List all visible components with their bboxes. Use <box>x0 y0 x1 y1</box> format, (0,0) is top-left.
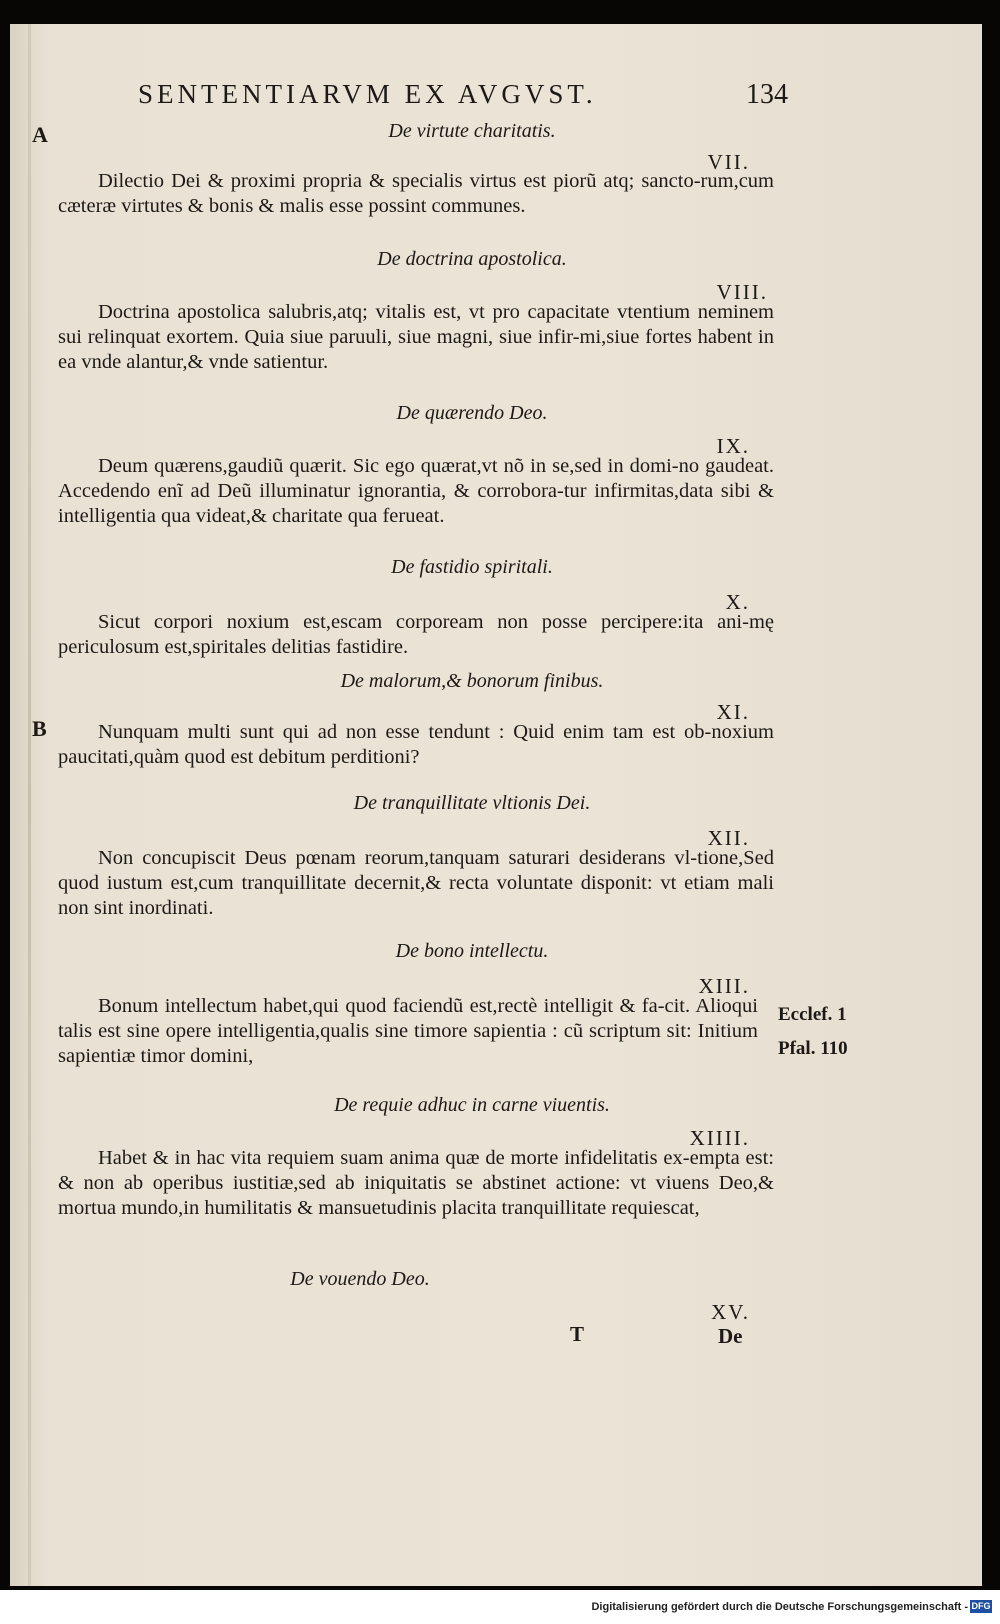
section-heading: De tranquillitate vltionis Dei. <box>353 792 591 814</box>
section-numeral: IX. <box>716 434 750 458</box>
digitization-credit: Digitalisierung gefördert durch die Deutsche Forschungsgemeinschaft - <box>591 1601 968 1613</box>
section-numeral: XI. <box>716 700 750 724</box>
paragraph: Dilectio Dei & proximi propria & specialis virtus est piorũ atq; sancto-rum,cum cæteræ virtutes & bonis & malis esse possint communes. <box>58 170 774 217</box>
footer-bar <box>0 1590 1000 1624</box>
section-marker-b: B <box>32 716 47 741</box>
section-heading: De malorum,& bonorum finibus. <box>340 670 604 692</box>
section-heading: De vouendo Deo. <box>290 1268 430 1290</box>
section-heading: De doctrina apostolica. <box>377 248 567 270</box>
section-numeral: VII. <box>707 150 750 174</box>
gutter-shadow <box>28 24 31 1586</box>
section-text <box>58 846 774 921</box>
section-text <box>58 994 758 1069</box>
section-heading: De quærendo Deo. <box>396 402 548 424</box>
paragraph: Doctrina apostolica salubris,atq; vitalis est, vt pro capacitate vtentium neminem sui relinquat exortem. Quia siue paruuli, siue magni, siue infir-mi,siue fortes habent in ea vnde alantur,& vnde satientur. <box>58 301 774 373</box>
section-numeral: XII. <box>707 826 750 850</box>
section-heading: De fastidio spiritali. <box>391 556 553 578</box>
paragraph: Nunquam multi sunt qui ad non esse tendunt : Quid enim tam est ob-noxium paucitati,quàm quod est debitum perditioni? <box>58 721 774 768</box>
book-page <box>10 24 982 1586</box>
paragraph: Bonum intellectum habet,qui quod faciendũ est,rectè intelligit & fa-cit. Alioqui talis est sine opere intelligentia,qualis sine timore sapientia : cũ scriptum sit: Initium sapientiæ timor domini, <box>58 995 758 1067</box>
section-text <box>58 720 774 770</box>
section-heading: De bono intellectu. <box>395 940 549 962</box>
section-numeral: VIII. <box>716 280 768 304</box>
section-numeral: XIII. <box>698 974 750 998</box>
section-text <box>58 454 774 529</box>
paragraph: Sicut corpori noxium est,escam corpoream non posse percipere:ita ani-mę periculosum est,spiritales delitias fastidire. <box>58 611 774 658</box>
paragraph: Habet & in hac vita requiem suam anima quæ de morte infidelitatis ex-empta est: & non ab operibus iustitiæ,sed ab iniquitatis se abstinet actione: vt viuens Deo,& mortua mundo,in humilitatis & mansuetudinis placita tranquillitate requiescat, <box>58 1147 774 1219</box>
paragraph: Deum quærens,gaudiũ quærit. Sic ego quærat,vt nõ in se,sed in domi-no gaudeat. Accedendo enĩ ad Deũ illuminatur ignorantia, & corrobora-tur infirmitas,data sibi & intelligentia qua videat,& charitate qua ferueat. <box>58 455 774 527</box>
signature-mark: T <box>570 1322 585 1346</box>
margin-reference: Ecclef. 1 <box>778 1004 847 1025</box>
section-numeral: X. <box>725 590 750 614</box>
running-head: SENTENTIARVM EX AVGVST. <box>138 79 597 109</box>
catchword: De <box>718 1324 743 1348</box>
section-marker-a: A <box>32 122 48 147</box>
section-heading: De virtute charitatis. <box>388 120 556 142</box>
section-text <box>58 300 774 375</box>
section-heading: De requie adhuc in carne viuentis. <box>334 1094 610 1116</box>
page-number: 134 <box>746 79 788 110</box>
paragraph: Non concupiscit Deus pœnam reorum,tanquam saturari desiderans vl-tione,Sed quod iustum est,cum tranquillitate decernit,& recta voluntate disponit: vt etiam mali non sint inordinati. <box>58 847 774 919</box>
section-text <box>58 1146 774 1221</box>
section-numeral: XV. <box>711 1300 750 1324</box>
section-numeral: XIIII. <box>689 1126 750 1150</box>
section-text <box>58 169 774 219</box>
dfg-logo: DFG <box>971 1601 991 1611</box>
margin-reference: Pfal. 110 <box>778 1038 848 1059</box>
section-text <box>58 610 774 660</box>
